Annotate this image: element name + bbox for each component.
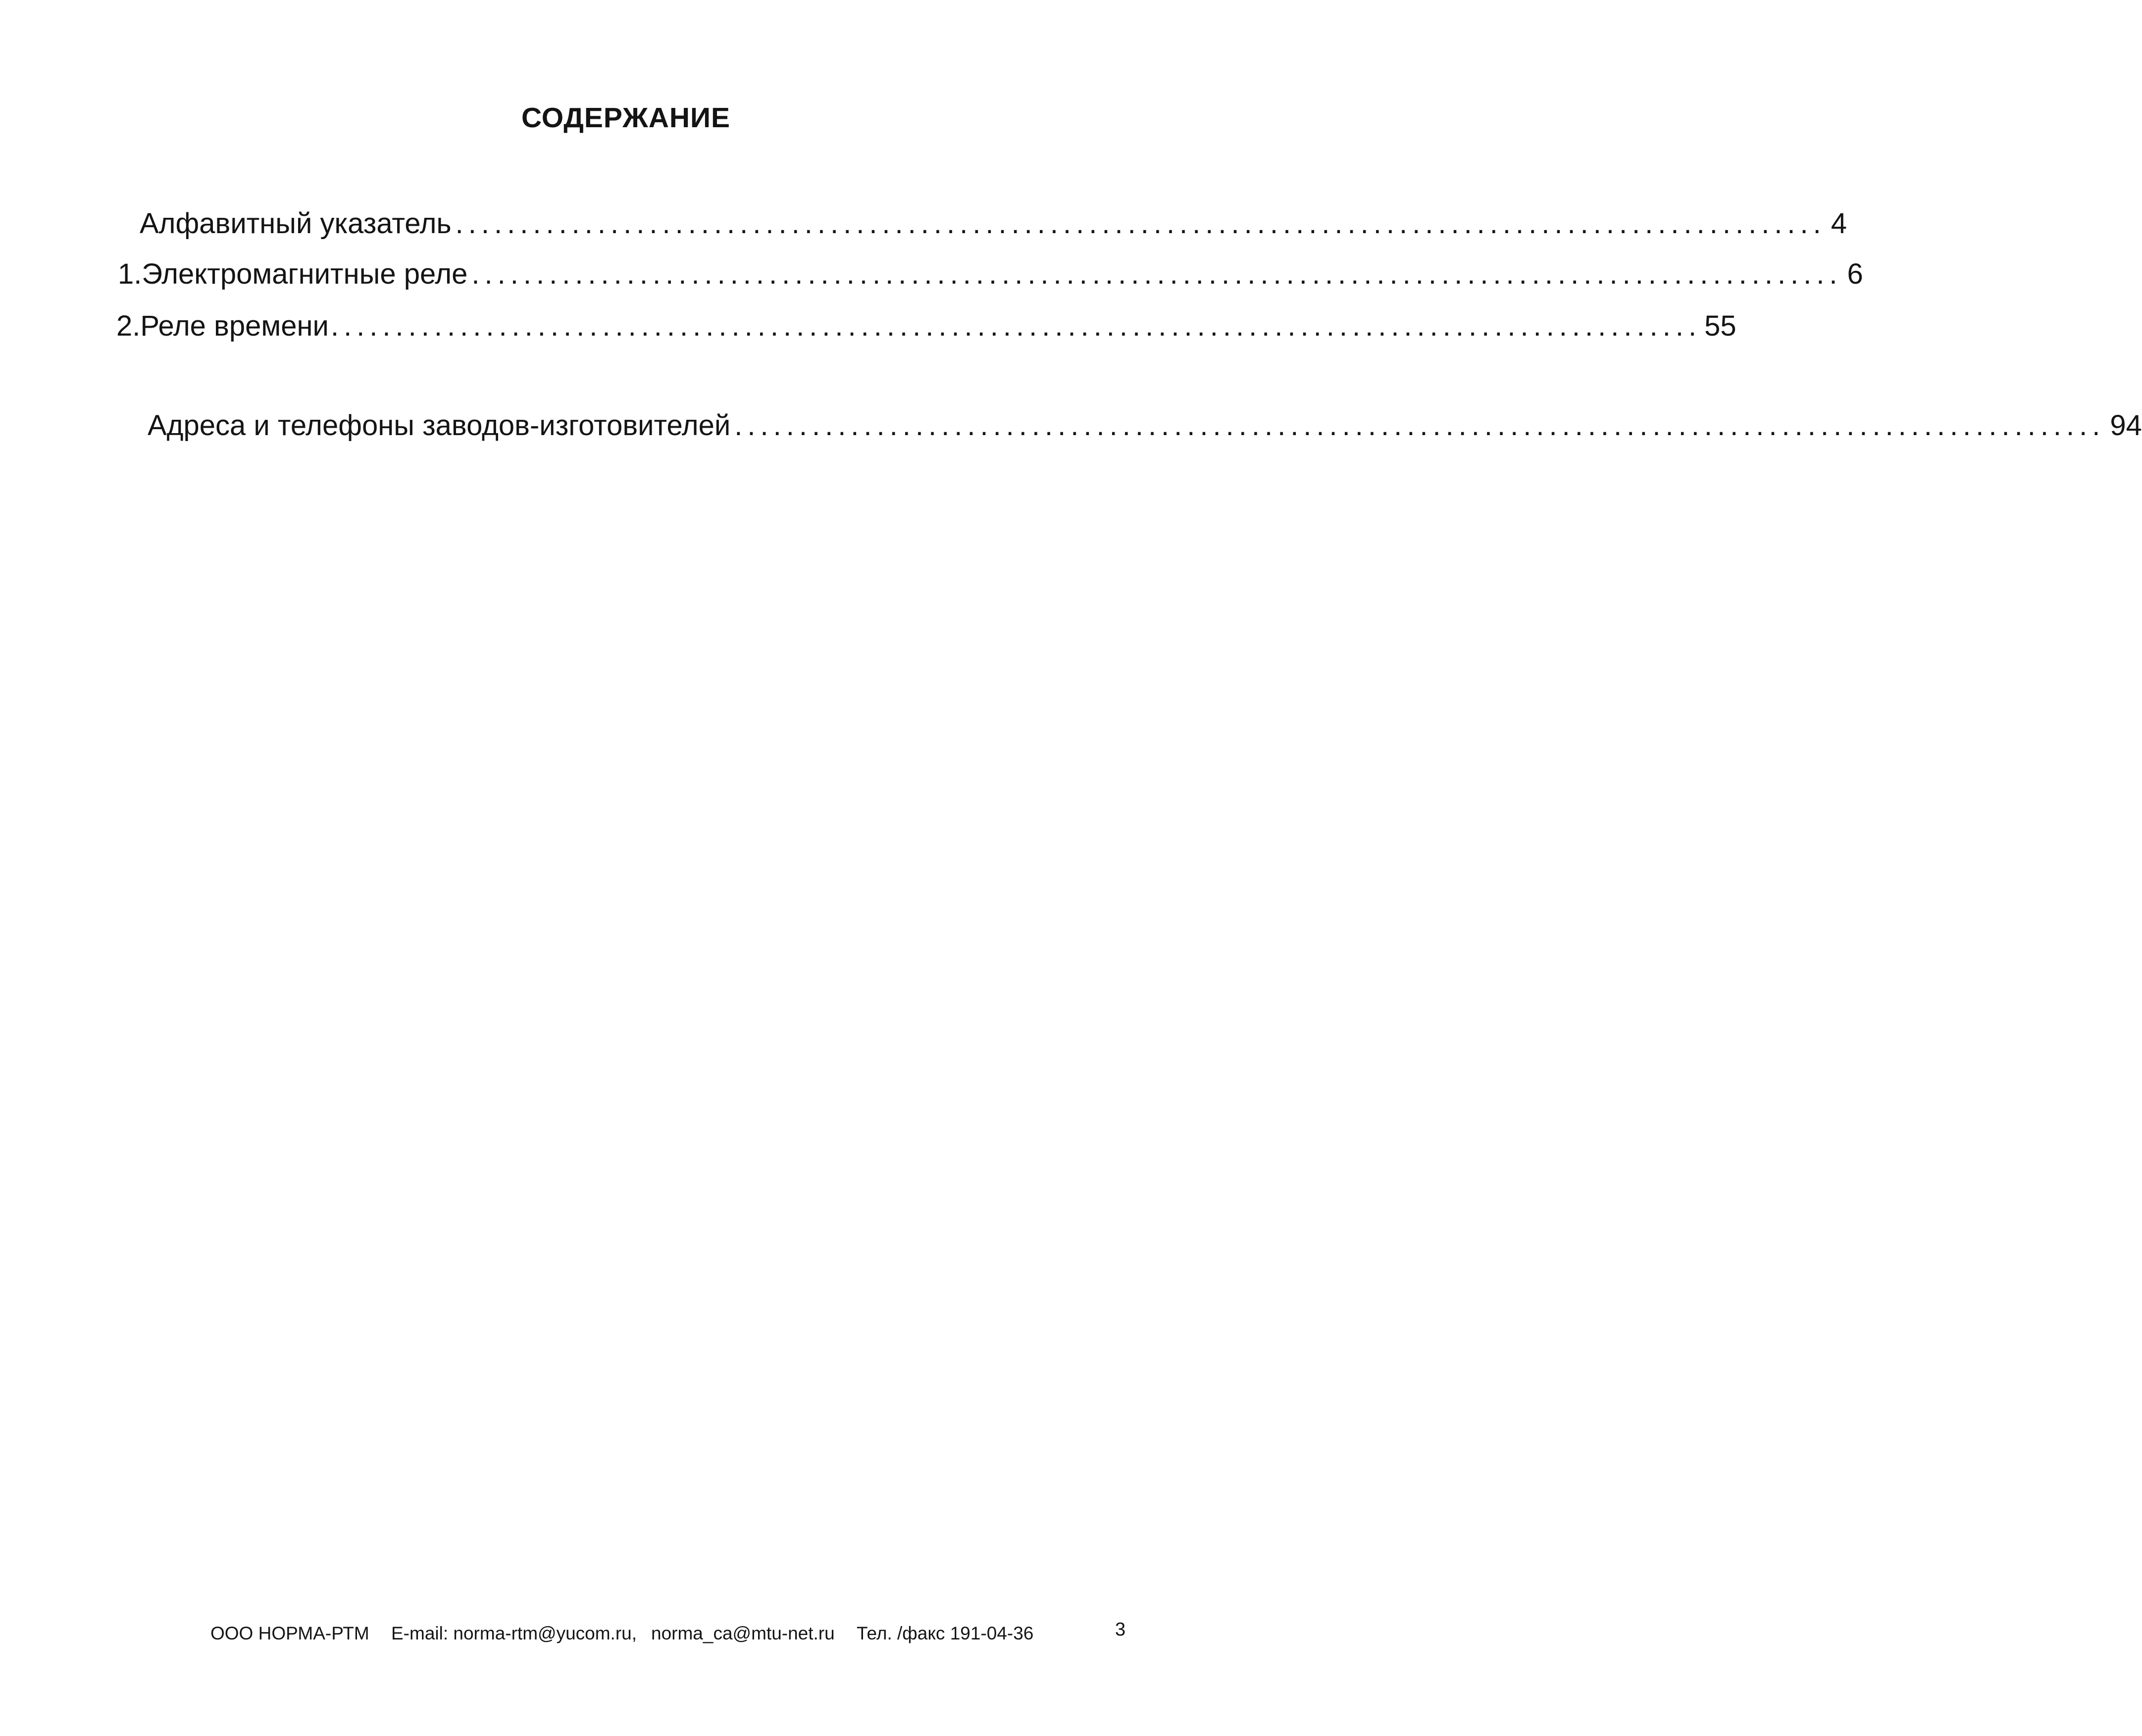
toc-entry-label: Электромагнитные реле: [142, 258, 468, 290]
toc-leader-dots: ..........................................................................................................: [471, 258, 1842, 290]
toc-entry-number: 2.: [116, 310, 141, 342]
page-footer: [210, 1619, 1151, 1648]
toc-entry-label: Реле времени: [140, 310, 329, 342]
toc-entry-page: 55: [1704, 310, 1736, 342]
toc-entry-alphabetical-index[interactable]: [140, 204, 1847, 244]
toc-leader-dots: ..........................................................................................................: [455, 207, 1826, 240]
toc-entry-label: Адреса и телефоны заводов-изготовителей: [148, 409, 731, 442]
toc-leader-dots: ..........................................................................................................: [734, 409, 2105, 442]
footer-phone: Тел. /факс 191-04-36: [857, 1623, 1034, 1643]
toc-entry-label: Алфавитный указатель: [140, 207, 452, 240]
page-number: 3: [1115, 1619, 1126, 1640]
footer-email[interactable]: E-mail: norma-rtm@yucom.ru,: [391, 1623, 637, 1643]
toc-entry-time-relays[interactable]: [116, 306, 1736, 346]
page-title: СОДЕРЖАНИЕ: [521, 102, 731, 134]
toc-entry-page: 6: [1847, 258, 1863, 290]
toc-entry-page: 94: [2110, 409, 2142, 442]
toc-entry-number: 1.: [118, 258, 142, 290]
toc-entry-electromagnetic-relays[interactable]: [118, 254, 1863, 294]
footer-email-alt[interactable]: norma_ca@mtu-net.ru: [651, 1623, 835, 1643]
toc-entry-manufacturers-addresses[interactable]: [148, 406, 2142, 446]
toc-leader-dots: ..........................................................................................................: [330, 310, 1702, 342]
toc-entry-page: 4: [1831, 207, 1847, 240]
footer-company: ООО НОРМА-РТМ: [210, 1623, 369, 1643]
